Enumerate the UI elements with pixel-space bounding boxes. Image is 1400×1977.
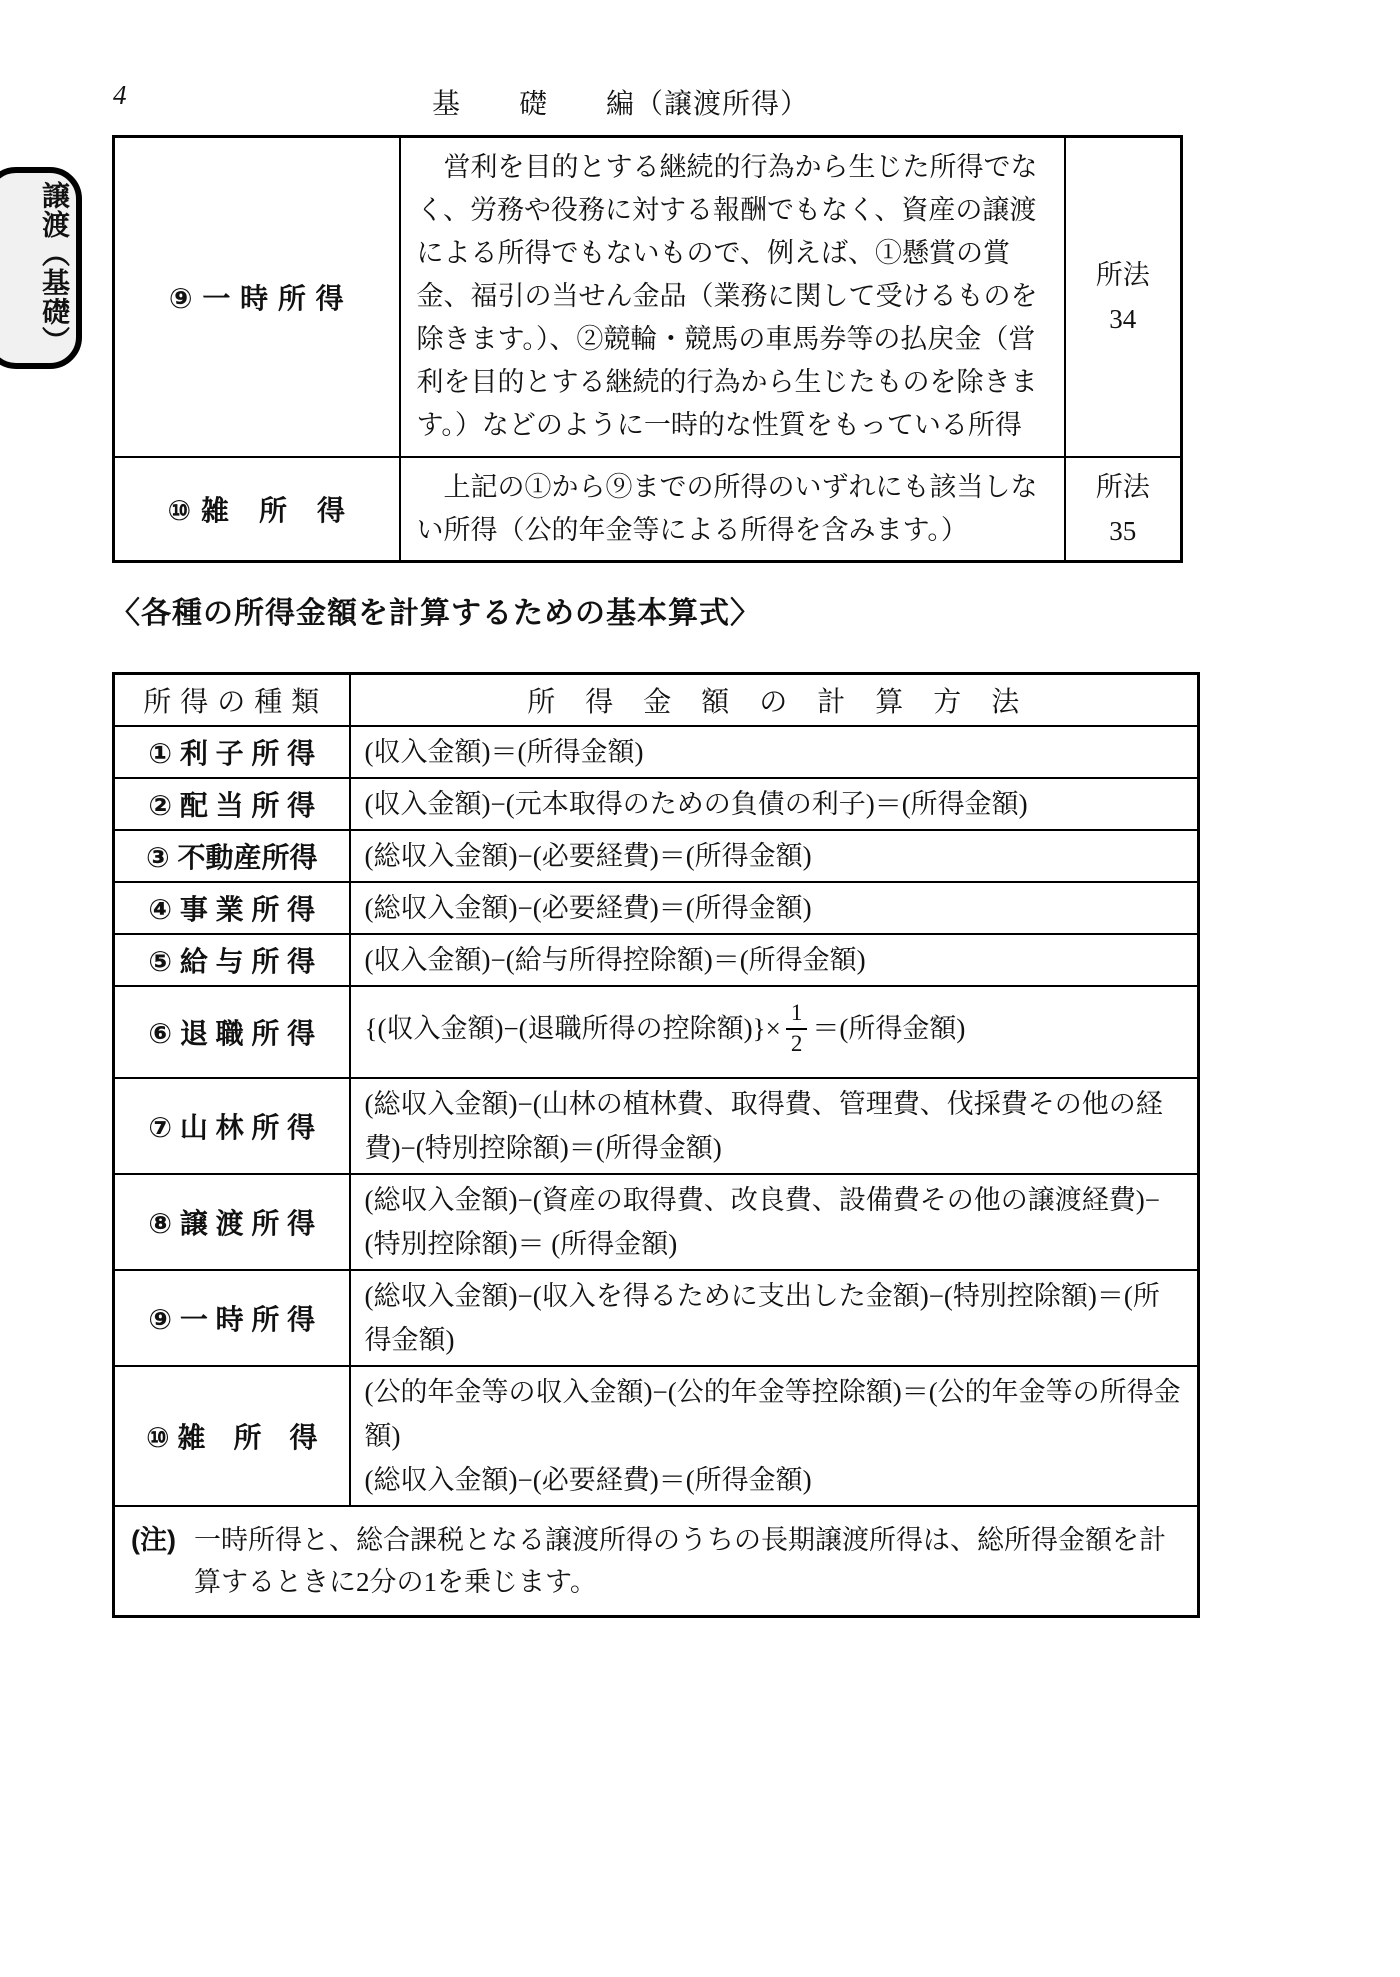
income-type-label: ⑩ 雑 所 得 bbox=[114, 457, 400, 562]
income-type-label: ⑨ 一 時 所 得 bbox=[114, 137, 400, 457]
note-marker: (注) bbox=[131, 1524, 176, 1555]
column-header-calculation-method: 所 得 金 額 の 計 算 方 法 bbox=[350, 674, 1199, 726]
income-type-label: ③ 不動産所得 bbox=[114, 830, 350, 882]
one-half-fraction bbox=[786, 1000, 808, 1057]
formula-row-1 bbox=[114, 726, 1199, 778]
income-type-label: ⑤ 給 与 所 得 bbox=[114, 934, 350, 986]
calculation-formula: (総収入金額)−(山林の植林費、取得費、管理費、伐採費その他の経費)−(特別控除額)＝(所得金額) bbox=[350, 1078, 1199, 1174]
column-header-income-type: 所 得 の 種 類 bbox=[114, 674, 350, 726]
calculation-formula: (総収入金額)−(資産の取得費、改良費、設備費その他の譲渡経費)−(特別控除額)＝ (所得金額) bbox=[350, 1174, 1199, 1270]
income-type-label: ⑨ 一 時 所 得 bbox=[114, 1270, 350, 1366]
law-reference-name: 所法 bbox=[1095, 471, 1150, 502]
income-types-table bbox=[112, 135, 1183, 563]
formula-table bbox=[112, 672, 1200, 1618]
income-type-label: ⑧ 譲 渡 所 得 bbox=[114, 1174, 350, 1270]
chapter-side-tab bbox=[0, 167, 82, 369]
formula-row-8 bbox=[114, 1174, 1199, 1270]
calculation-formula bbox=[350, 1366, 1199, 1506]
income-type-label: ① 利 子 所 得 bbox=[114, 726, 350, 778]
formula-text-after-fraction: ＝(所得金額) bbox=[812, 1013, 966, 1044]
formula-section-heading: 〈各種の所得金額を計算するための基本算式〉 bbox=[110, 597, 761, 630]
note-text: 一時所得と、総合課税となる譲渡所得のうちの長期譲渡所得は、総所得金額を計算するときに2分の1を乗じます。 bbox=[193, 1524, 1166, 1597]
income-type-label: ⑦ 山 林 所 得 bbox=[114, 1078, 350, 1174]
income-type-label: ⑩ 雑 所 得 bbox=[114, 1366, 350, 1506]
law-reference-article: 34 bbox=[1109, 303, 1137, 334]
table-note-cell bbox=[114, 1506, 1199, 1617]
note-row bbox=[114, 1506, 1199, 1617]
fraction-denominator: 2 bbox=[790, 1030, 803, 1056]
income-type-description: 営利を目的とする継続的行為から生じた所得でなく、労務や役務に対する報酬でもなく、資産の譲渡による所得でもないもので、例えば、①懸賞の賞金、福引の当せん金品（業務に関して受けるものを除きます。）、②競輪・競馬の車馬券等の払戻金（営利を目的とする継続的行為から生じたものを除きます。）などのように一時的な性質をもっている所得 bbox=[400, 137, 1065, 457]
income-type-label: ② 配 当 所 得 bbox=[114, 778, 350, 830]
chapter-side-tab-label: 譲渡（基礎） bbox=[39, 181, 70, 355]
law-reference-cell bbox=[1065, 457, 1182, 562]
formula-row-4 bbox=[114, 882, 1199, 934]
income-type-label: ⑥ 退 職 所 得 bbox=[114, 986, 350, 1078]
calculation-formula: (総収入金額)−(収入を得るために支出した金額)−(特別控除額)＝(所得金額) bbox=[350, 1270, 1199, 1366]
calculation-formula: (収入金額)−(給与所得控除額)＝(所得金額) bbox=[350, 934, 1199, 986]
formula-row-5 bbox=[114, 934, 1199, 986]
calculation-formula: (収入金額)−(元本取得のための負債の利子)＝(所得金額) bbox=[350, 778, 1199, 830]
formula-row-3 bbox=[114, 830, 1199, 882]
page-header-title: 基 礎 編（譲渡所得） bbox=[432, 89, 810, 120]
formula-line-1: (公的年金等の収入金額)−(公的年金等控除額)＝(公的年金等の所得金額) bbox=[364, 1376, 1181, 1451]
formula-row-6 bbox=[114, 986, 1199, 1078]
fraction-numerator: 1 bbox=[786, 1000, 808, 1029]
formula-table-header-row bbox=[114, 674, 1199, 726]
law-reference-cell bbox=[1065, 137, 1182, 457]
income-type-description: 上記の①から⑨までの所得のいずれにも該当しない所得（公的年金等による所得を含みます。） bbox=[400, 457, 1065, 562]
calculation-formula: (収入金額)＝(所得金額) bbox=[350, 726, 1199, 778]
formula-row-10 bbox=[114, 1366, 1199, 1506]
income-type-row-9 bbox=[114, 137, 1182, 457]
formula-text-before-fraction: {(収入金額)−(退職所得の控除額)}× bbox=[364, 1013, 781, 1044]
table-note bbox=[131, 1519, 1179, 1603]
income-type-row-10 bbox=[114, 457, 1182, 562]
calculation-formula: (総収入金額)−(必要経費)＝(所得金額) bbox=[350, 830, 1199, 882]
page-number: 4 bbox=[113, 80, 127, 110]
formula-row-7 bbox=[114, 1078, 1199, 1174]
income-type-label: ④ 事 業 所 得 bbox=[114, 882, 350, 934]
law-reference-name: 所法 bbox=[1095, 259, 1150, 290]
formula-line-2: (総収入金額)−(必要経費)＝(所得金額) bbox=[364, 1464, 812, 1495]
law-reference-article: 35 bbox=[1109, 515, 1137, 546]
formula-row-9 bbox=[114, 1270, 1199, 1366]
calculation-formula bbox=[350, 986, 1199, 1078]
calculation-formula: (総収入金額)−(必要経費)＝(所得金額) bbox=[350, 882, 1199, 934]
formula-row-2 bbox=[114, 778, 1199, 830]
